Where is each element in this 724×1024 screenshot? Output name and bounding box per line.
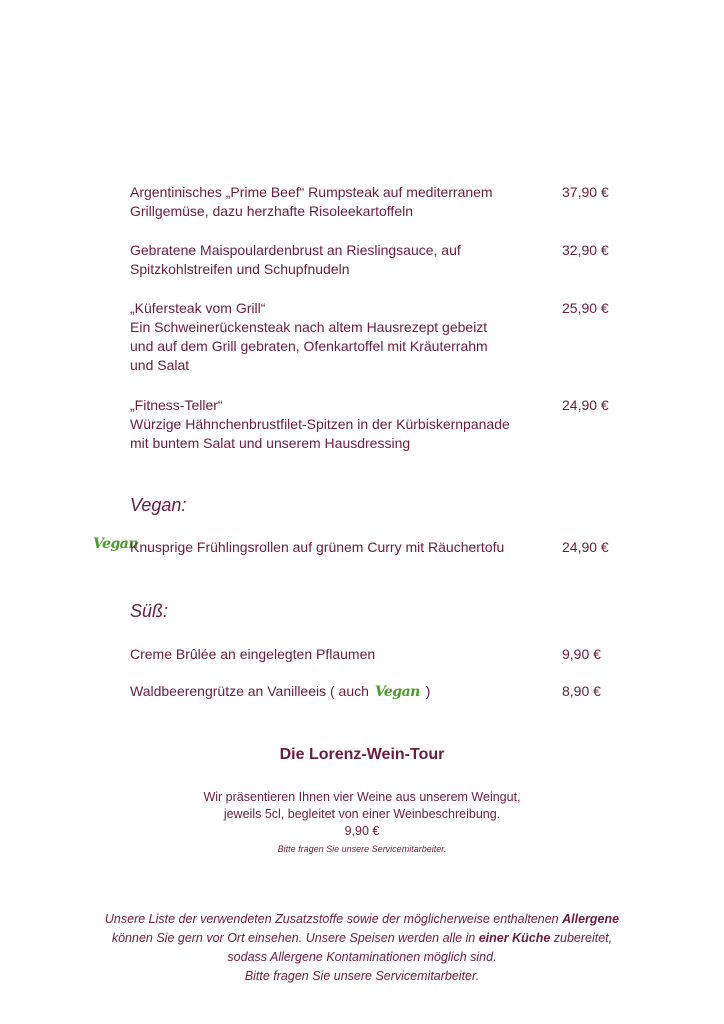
footer-line: Unsere Liste der verwendeten Zusatzstoffe sowie der möglicherweise enthaltenen Allergene <box>104 912 620 926</box>
item-description-line: Gebratene Maispoulardenbrust an Rieslingsauce, auf <box>130 242 461 258</box>
item-description-line: Würzige Hähnchenbrustfilet-Spitzen in der Kürbiskernpanade <box>130 416 510 432</box>
item-description-line: und auf dem Grill gebraten, Ofenkartoffel mit Kräuterrahm <box>130 338 488 354</box>
item-description-text: Waldbeerengrütze an Vanilleeis ( auch <box>130 683 369 699</box>
item-description-line: Knusprige Frühlingsrollen auf grünem Curry mit Räuchertofu <box>130 539 505 555</box>
menu-item-kuefersteak <box>130 299 710 375</box>
item-title-line: „Küfersteak vom Grill“ <box>130 300 266 316</box>
wine-tour-line: jeweils 5cl, begleitet von einer Weinbeschreibung. <box>223 807 501 821</box>
wine-tour-description <box>0 789 724 840</box>
item-price: 32,90 € <box>562 242 609 258</box>
item-price: 37,90 € <box>562 184 609 200</box>
menu-item-fruehlingsrollen <box>130 538 710 557</box>
item-description-line: Ein Schweinerückensteak nach altem Hausrezept gebeizt <box>130 319 488 335</box>
item-description-line: Spitzkohlstreifen und Schupfnudeln <box>130 261 350 277</box>
item-description-line: mit buntem Salat und unserem Hausdressing <box>130 435 411 451</box>
item-price: 24,90 € <box>562 539 609 555</box>
vegan-logo-icon: Vegan <box>93 536 139 552</box>
section-heading-vegan: Vegan: <box>130 495 187 515</box>
wine-tour-note: Bitte fragen Sie unsere Servicemitarbeiter. <box>277 844 447 854</box>
item-description-line: Creme Brûlée an eingelegten Pflaumen <box>130 646 376 662</box>
section-heading-sweet: Süß: <box>130 601 169 621</box>
item-price: 9,90 € <box>562 646 601 662</box>
item-description-text: ) <box>425 683 431 699</box>
footer-line: können Sie gern vor Ort einsehen. Unsere Speisen werden alle in einer Küche zubereitet, <box>111 931 613 945</box>
item-title-line: „Fitness-Teller“ <box>130 397 223 413</box>
wine-tour-price: 9,90 € <box>344 824 380 838</box>
item-description-line: Grillgemüse, dazu herzhafte Risoleekartoffeln <box>130 203 414 219</box>
item-price: 25,90 € <box>562 300 609 316</box>
footer-line: sodass Allergene Kontaminationen möglich sind. <box>227 950 497 964</box>
item-description-line: Argentinisches „Prime Beef“ Rumpsteak auf mediterranem <box>130 184 493 200</box>
item-price: 8,90 € <box>562 683 601 699</box>
vegan-logo-icon: Vegan <box>374 684 420 700</box>
wine-tour-title: Die Lorenz-Wein-Tour <box>279 746 445 763</box>
footer-line: Bitte fragen Sie unsere Servicemitarbeiter. <box>244 969 480 983</box>
menu-item-waldbeerengruetze <box>130 682 710 702</box>
menu-item-maispoularde <box>130 241 710 279</box>
wine-tour-line: Wir präsentieren Ihnen vier Weine aus unserem Weingut, <box>203 790 521 804</box>
allergen-footer <box>0 910 724 986</box>
menu-item-creme-brulee <box>130 645 710 664</box>
menu-item-fitness-teller <box>130 396 710 453</box>
menu-item-prime-beef <box>130 183 710 221</box>
item-price: 24,90 € <box>562 397 609 413</box>
item-description-line: und Salat <box>130 357 190 373</box>
